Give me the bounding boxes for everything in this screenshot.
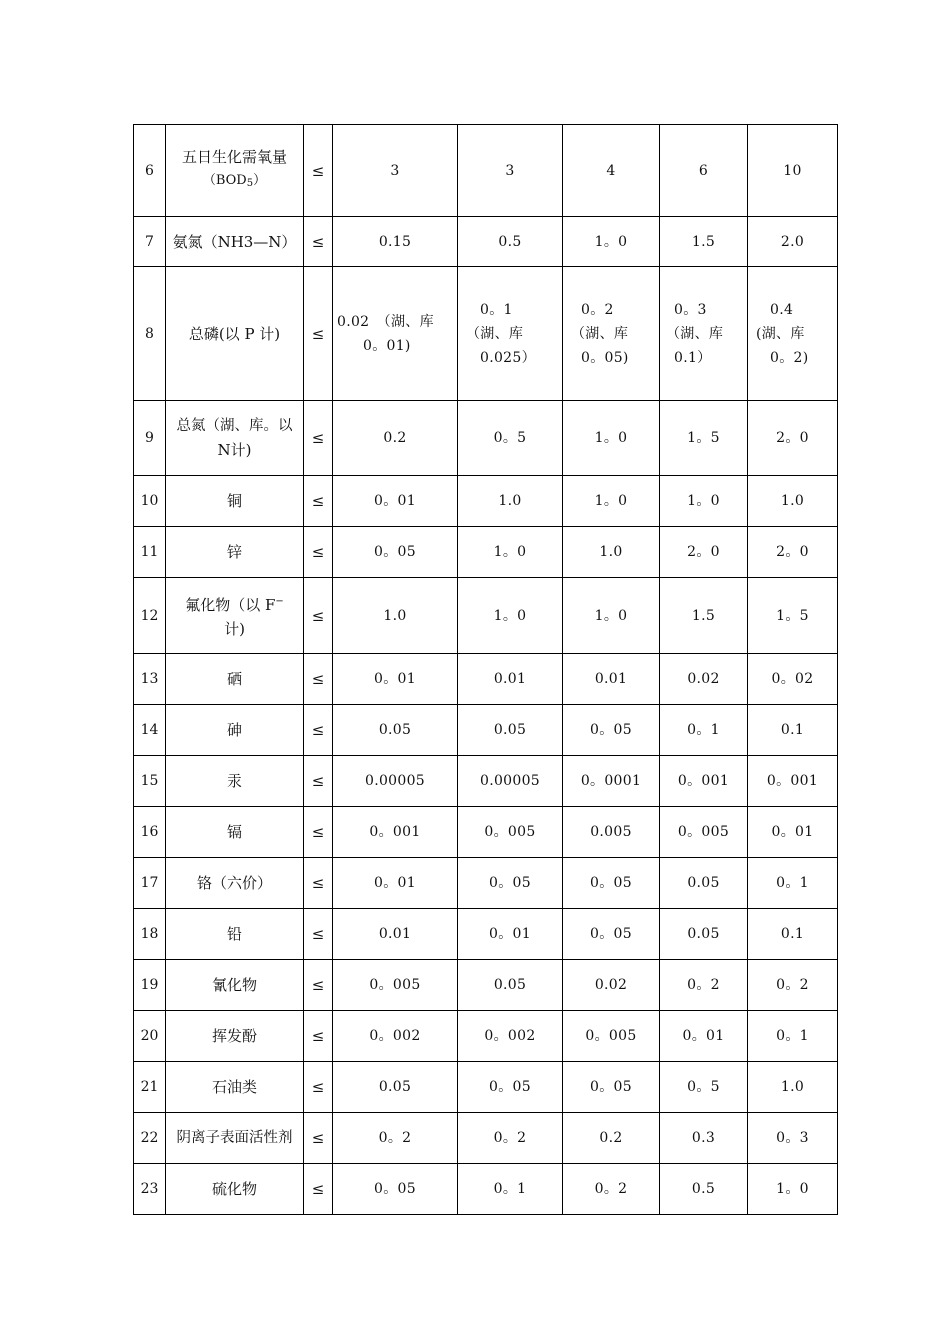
class-4-value: 6 [660,125,748,217]
parameter-name: 镉 [166,807,304,858]
class-2-value: 0.05 [458,960,563,1011]
class-5-value [748,267,838,401]
class-2-value: 0.00005 [458,756,563,807]
class-4-value: 1。5 [660,401,748,476]
class-3-value: 0.2 [563,1113,660,1164]
row-number: 23 [134,1164,166,1215]
row-number: 14 [134,705,166,756]
class-1-value: 0.01 [333,909,458,960]
class-4-value-line: 0.1） [674,349,712,366]
class-1-value: 0。001 [333,807,458,858]
class-4-value: 0。005 [660,807,748,858]
class-4-value: 0。1 [660,705,748,756]
table-row [134,960,838,1011]
class-4-value: 0。5 [660,1062,748,1113]
row-number: 11 [134,527,166,578]
class-3-value: 0。05 [563,858,660,909]
class-4-value: 0.05 [660,858,748,909]
class-5-value: 1。5 [748,578,838,654]
class-1-value-line: 0.02 （湖、库 [337,313,434,330]
class-5-value: 0。001 [748,756,838,807]
class-5-value: 0.1 [748,705,838,756]
class-2-value: 0。002 [458,1011,563,1062]
table-row [134,267,838,401]
class-3-value: 0.005 [563,807,660,858]
parameter-name: 硫化物 [166,1164,304,1215]
parameter-name [166,401,304,476]
table-row [134,654,838,705]
class-2-value: 0。1 [458,1164,563,1215]
class-4-value: 0.02 [660,654,748,705]
class-3-value: 4 [563,125,660,217]
row-number: 22 [134,1113,166,1164]
class-3-value: 1。0 [563,217,660,267]
parameter-name: 挥发酚 [166,1011,304,1062]
class-5-value-line: (湖、库 [756,325,805,342]
class-5-value-line: 0。2) [770,349,809,366]
comparison-symbol: ≤ [304,858,333,909]
parameter-name: 氨氮（NH3—N） [166,217,304,267]
class-2-value: 0。5 [458,401,563,476]
class-5-value: 10 [748,125,838,217]
class-1-value: 0。01 [333,476,458,527]
table-row [134,1011,838,1062]
class-2-value: 3 [458,125,563,217]
comparison-symbol: ≤ [304,1164,333,1215]
class-3-value: 1。0 [563,578,660,654]
class-4-value: 0。01 [660,1011,748,1062]
comparison-symbol: ≤ [304,705,333,756]
class-4-value: 0.5 [660,1164,748,1215]
comparison-symbol: ≤ [304,1011,333,1062]
comparison-symbol: ≤ [304,476,333,527]
parameter-name [166,578,304,654]
comparison-symbol: ≤ [304,909,333,960]
class-1-value: 0。05 [333,527,458,578]
class-5-value: 2。0 [748,527,838,578]
fluoride-label: 氟化物（以 F [185,596,276,614]
class-3-value: 0。05 [563,1062,660,1113]
table-row [134,1164,838,1215]
class-2-value: 0。05 [458,1062,563,1113]
class-4-value: 1。0 [660,476,748,527]
class-5-value: 1.0 [748,476,838,527]
parameter-name-line: 计) [224,620,245,638]
class-4-value: 1.5 [660,578,748,654]
parameter-name: 氰化物 [166,960,304,1011]
class-5-value: 0。3 [748,1113,838,1164]
row-number: 9 [134,401,166,476]
comparison-symbol: ≤ [304,401,333,476]
comparison-symbol: ≤ [304,267,333,401]
parameter-name-line [168,590,301,617]
class-1-value: 3 [333,125,458,217]
parameter-name: 锌 [166,527,304,578]
table-row [134,858,838,909]
class-2-value-line: 0。1 [480,301,513,318]
class-5-value: 0.1 [748,909,838,960]
row-number: 16 [134,807,166,858]
row-number: 10 [134,476,166,527]
bod-suffix: ） [253,173,267,188]
class-2-value: 0。2 [458,1113,563,1164]
class-3-value: 0。05 [563,705,660,756]
class-5-value: 0。2 [748,960,838,1011]
bod-subscript: 5 [246,178,254,189]
table-row [134,1062,838,1113]
class-2-value-line: 0.025） [480,349,536,366]
parameter-name-main: 五日生化需氧量 [181,148,287,166]
class-2-value: 0。05 [458,858,563,909]
row-number: 13 [134,654,166,705]
class-3-value: 0.01 [563,654,660,705]
row-number: 18 [134,909,166,960]
table-row [134,1113,838,1164]
class-5-value: 0。1 [748,1011,838,1062]
class-2-value-line: （湖、库 [466,325,524,342]
class-4-value: 0。001 [660,756,748,807]
class-4-value: 0.3 [660,1113,748,1164]
parameter-name-line: 总氮（湖、库。以 [176,418,293,434]
class-4-value: 1.5 [660,217,748,267]
class-3-value: 0。2 [563,1164,660,1215]
class-2-value: 0。005 [458,807,563,858]
class-4-value: 0。2 [660,960,748,1011]
row-number: 21 [134,1062,166,1113]
class-5-value: 0。1 [748,858,838,909]
class-1-value: 0.00005 [333,756,458,807]
class-1-value: 0.15 [333,217,458,267]
row-number: 6 [134,125,166,217]
comparison-symbol: ≤ [304,756,333,807]
class-3-value-line: 0。05) [581,349,629,366]
class-1-value: 0。002 [333,1011,458,1062]
class-1-value: 0.05 [333,1062,458,1113]
class-5-value-line: 0.4 [770,301,794,318]
bod-prefix: （BOD [202,173,247,188]
comparison-symbol: ≤ [304,654,333,705]
class-3-value: 0。0001 [563,756,660,807]
table-row [134,527,838,578]
class-1-value: 0.05 [333,705,458,756]
class-5-value: 0。01 [748,807,838,858]
parameter-name-sub [168,169,301,196]
table-row [134,125,838,217]
class-2-value: 1。0 [458,578,563,654]
class-1-value: 0。01 [333,654,458,705]
parameter-name: 铅 [166,909,304,960]
class-4-value: 2。0 [660,527,748,578]
class-3-value: 1.0 [563,527,660,578]
class-3-value-line: 0。2 [581,301,614,318]
class-1-value: 0.2 [333,401,458,476]
class-1-value: 0。005 [333,960,458,1011]
comparison-symbol: ≤ [304,960,333,1011]
table-row [134,217,838,267]
fluoride-superscript: − [275,596,284,607]
class-2-value: 1.0 [458,476,563,527]
row-number: 8 [134,267,166,401]
comparison-symbol: ≤ [304,527,333,578]
class-2-value: 0。01 [458,909,563,960]
comparison-symbol: ≤ [304,1113,333,1164]
class-2-value: 1。0 [458,527,563,578]
parameter-name-line: N计) [217,441,252,459]
class-5-value: 1。0 [748,1164,838,1215]
class-3-value: 0。005 [563,1011,660,1062]
parameter-name: 阴离子表面活性剂 [166,1113,304,1164]
class-1-value [333,267,458,401]
class-1-value-line: 0。01) [363,337,411,354]
row-number: 19 [134,960,166,1011]
class-3-value: 0.02 [563,960,660,1011]
class-2-value [458,267,563,401]
comparison-symbol: ≤ [304,807,333,858]
row-number: 7 [134,217,166,267]
comparison-symbol: ≤ [304,1062,333,1113]
parameter-name: 砷 [166,705,304,756]
class-5-value: 1.0 [748,1062,838,1113]
comparison-symbol: ≤ [304,125,333,217]
parameter-name: 硒 [166,654,304,705]
row-number: 20 [134,1011,166,1062]
class-3-value: 1。0 [563,401,660,476]
water-quality-table [133,124,838,1215]
table-row [134,807,838,858]
row-number: 15 [134,756,166,807]
comparison-symbol: ≤ [304,578,333,654]
table-row [134,401,838,476]
parameter-name: 汞 [166,756,304,807]
parameter-name: 铬（六价） [166,858,304,909]
class-4-value-line: （湖、库 [666,325,724,342]
class-3-value: 0。05 [563,909,660,960]
parameter-name [166,125,304,217]
class-4-value-line: 0。3 [674,301,707,318]
table-row [134,756,838,807]
class-2-value: 0.01 [458,654,563,705]
class-1-value: 1.0 [333,578,458,654]
row-number: 17 [134,858,166,909]
class-5-value: 2.0 [748,217,838,267]
class-5-value: 0。02 [748,654,838,705]
class-4-value [660,267,748,401]
class-1-value: 0。2 [333,1113,458,1164]
class-4-value: 0.05 [660,909,748,960]
table-row [134,578,838,654]
class-3-value [563,267,660,401]
table-row [134,705,838,756]
class-3-value-line: （湖、库 [571,325,629,342]
parameter-name: 石油类 [166,1062,304,1113]
parameter-name: 铜 [166,476,304,527]
comparison-symbol: ≤ [304,217,333,267]
table-row [134,476,838,527]
class-2-value: 0.05 [458,705,563,756]
table-row [134,909,838,960]
class-3-value: 1。0 [563,476,660,527]
row-number: 12 [134,578,166,654]
class-1-value: 0。01 [333,858,458,909]
parameter-name: 总磷(以 P 计) [166,267,304,401]
class-1-value: 0。05 [333,1164,458,1215]
class-5-value: 2。0 [748,401,838,476]
class-2-value: 0.5 [458,217,563,267]
